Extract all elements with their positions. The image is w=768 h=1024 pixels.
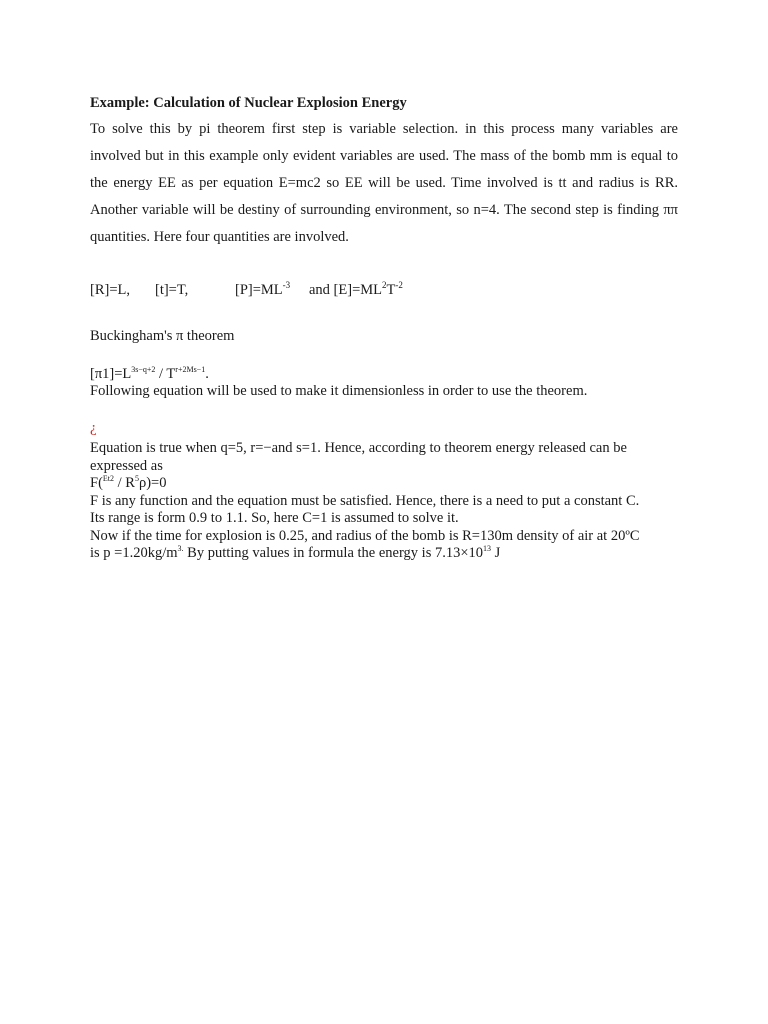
result-line-5: Its range is form 0.9 to 1.1. So, here C=1 is assumed to solve it. <box>90 510 459 526</box>
pi1-base: [π1]=L <box>90 366 132 382</box>
density-text: is p =1.20kg/m <box>90 545 178 561</box>
dimension-e <box>309 282 403 299</box>
inverted-question-glyph: ¿ <box>90 420 97 436</box>
dimension-p-base: [P]=ML <box>235 282 283 298</box>
result-line-1: Equation is true when q=5, r=−and s=1. Hence, according to theorem energy released can be <box>90 440 627 456</box>
following-line: Following equation will be used to make it dimensionless in order to use the theorem. <box>90 383 588 399</box>
function-exponent: Et2 <box>102 474 115 483</box>
energy-exponent: 13 <box>483 544 492 553</box>
dimension-t: [t]=T, <box>155 282 189 298</box>
example-title: Example: Calculation of Nuclear Explosion Energy <box>90 95 407 111</box>
dimension-p <box>235 282 290 299</box>
pi1-mid: / T <box>155 366 176 382</box>
function-equation <box>90 475 686 493</box>
buckingham-heading: Buckingham's π theorem <box>90 328 235 344</box>
dimension-e-mid: T <box>386 282 396 298</box>
dimension-r: [R]=L, <box>90 282 130 298</box>
dimension-p-exponent: -3 <box>282 280 291 290</box>
pi1-end: . <box>205 366 209 382</box>
pi1-equation <box>90 366 209 383</box>
function-base: F( <box>90 475 103 491</box>
result-line-2: expressed as <box>90 457 163 474</box>
function-end: ρ)=0 <box>138 475 167 491</box>
dimension-e-exponent-2: -2 <box>395 280 403 290</box>
density-exponent: 3. <box>177 544 184 553</box>
function-rest: / R <box>114 475 135 491</box>
result-line-7 <box>90 545 686 563</box>
dimension-e-base: and [E]=ML <box>309 282 383 298</box>
pi1-exponent-2: r+2Ms−1 <box>175 365 206 374</box>
energy-unit: J <box>491 545 501 561</box>
energy-text: By putting values in formula the energy is 7.13×10 <box>183 545 484 561</box>
result-line-4: F is any function and the equation must be satisfied. Hence, there is a need to put a constant C. <box>90 492 640 509</box>
result-block <box>90 440 686 563</box>
function-exponent-2: 5 <box>134 474 139 483</box>
pi1-exponent-1: 3s−q+2 <box>131 365 156 374</box>
result-line-6: Now if the time for explosion is 0.25, and radius of the bomb is R=130m density of air at 20ºC <box>90 527 640 544</box>
dimension-e-exponent-1: 2 <box>382 280 387 290</box>
intro-paragraph: To solve this by pi theorem first step is variable selection. in this process many variables are involved but in this example only evident variables are used. The mass of the bomb mm is equal to the energy EE as per equation E=mc2 so EE will be used. Time involved is tt and radius is RR. Another variable will be destiny of surrounding environment, so n=4. The second step is finding ππ quantities. Here four quantities are involved. <box>90 121 678 245</box>
